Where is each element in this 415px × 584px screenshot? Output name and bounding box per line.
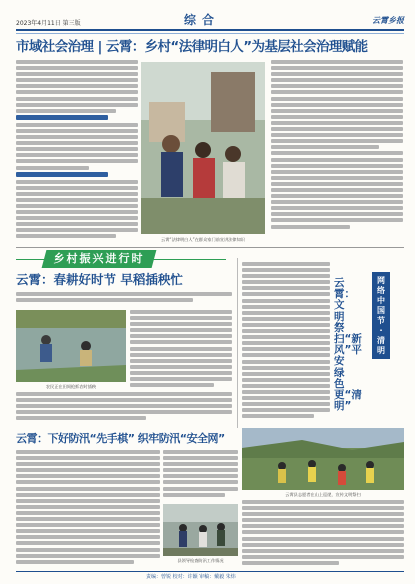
governance-subhead-1 — [16, 115, 108, 120]
governance-body-col2 — [271, 60, 403, 245]
spring-body-right — [130, 310, 232, 394]
governance-photo-caption: 云霄“法律明白人”在群众家门前宣讲法律知识 — [161, 237, 245, 242]
masthead-rule — [16, 33, 404, 34]
section-banner — [42, 250, 157, 268]
spring-photo-caption: 农民正在田间抢抓农时插秧 — [45, 384, 97, 389]
flood-headline: 云霄：下好防汛“先手棋” 织牢防汛“安全网” — [16, 432, 225, 445]
qingming-body — [242, 262, 330, 427]
masthead — [16, 9, 404, 31]
flood-photo — [163, 504, 238, 556]
governance-body-col1 — [16, 60, 138, 245]
flood-body-col1 — [16, 450, 160, 568]
spring-headline: 云霄：春耕好时节 早稻插秧忙 — [16, 272, 183, 287]
governance-subhead-2 — [16, 172, 108, 177]
column-rule — [237, 258, 238, 428]
section-banner-label: 乡村振兴进行时 — [53, 252, 145, 265]
governance-headline: 市域社会治理 | 云霄：乡村“法律明白人”为基层社会治理赋能 — [16, 39, 368, 55]
qingming-kicker-box — [372, 272, 390, 359]
page-footer — [16, 571, 404, 580]
footer-credits: 责编：曾锐 校对：许颖 审稿：戴毅 朱炜 — [146, 574, 236, 580]
spring-body-bottom — [16, 392, 232, 426]
qingming-photo-caption: 云霄县志愿者在山上巡逻，宣传文明祭扫 — [285, 492, 361, 497]
flood-photo-caption: 县领导检查防汛工作情况 — [177, 558, 224, 563]
governance-photo — [141, 62, 265, 234]
section-title: 综合 — [184, 13, 221, 27]
flood-body-col3 — [242, 500, 404, 566]
qingming-photo — [242, 428, 404, 490]
qingming-kicker: 网络中国节·清明 — [377, 276, 385, 355]
spring-lead — [16, 292, 232, 307]
newspaper-brand: 云霄乡报 — [372, 16, 404, 25]
issue-date: 2023年4月11日 第三版 — [16, 20, 81, 27]
section-divider — [16, 247, 404, 248]
qingming-vertical-headline: 云霄：文明祭扫“新风”平安绿色更“清明” — [334, 277, 362, 413]
flood-body-col2 — [163, 450, 238, 500]
spring-photo — [16, 310, 126, 382]
